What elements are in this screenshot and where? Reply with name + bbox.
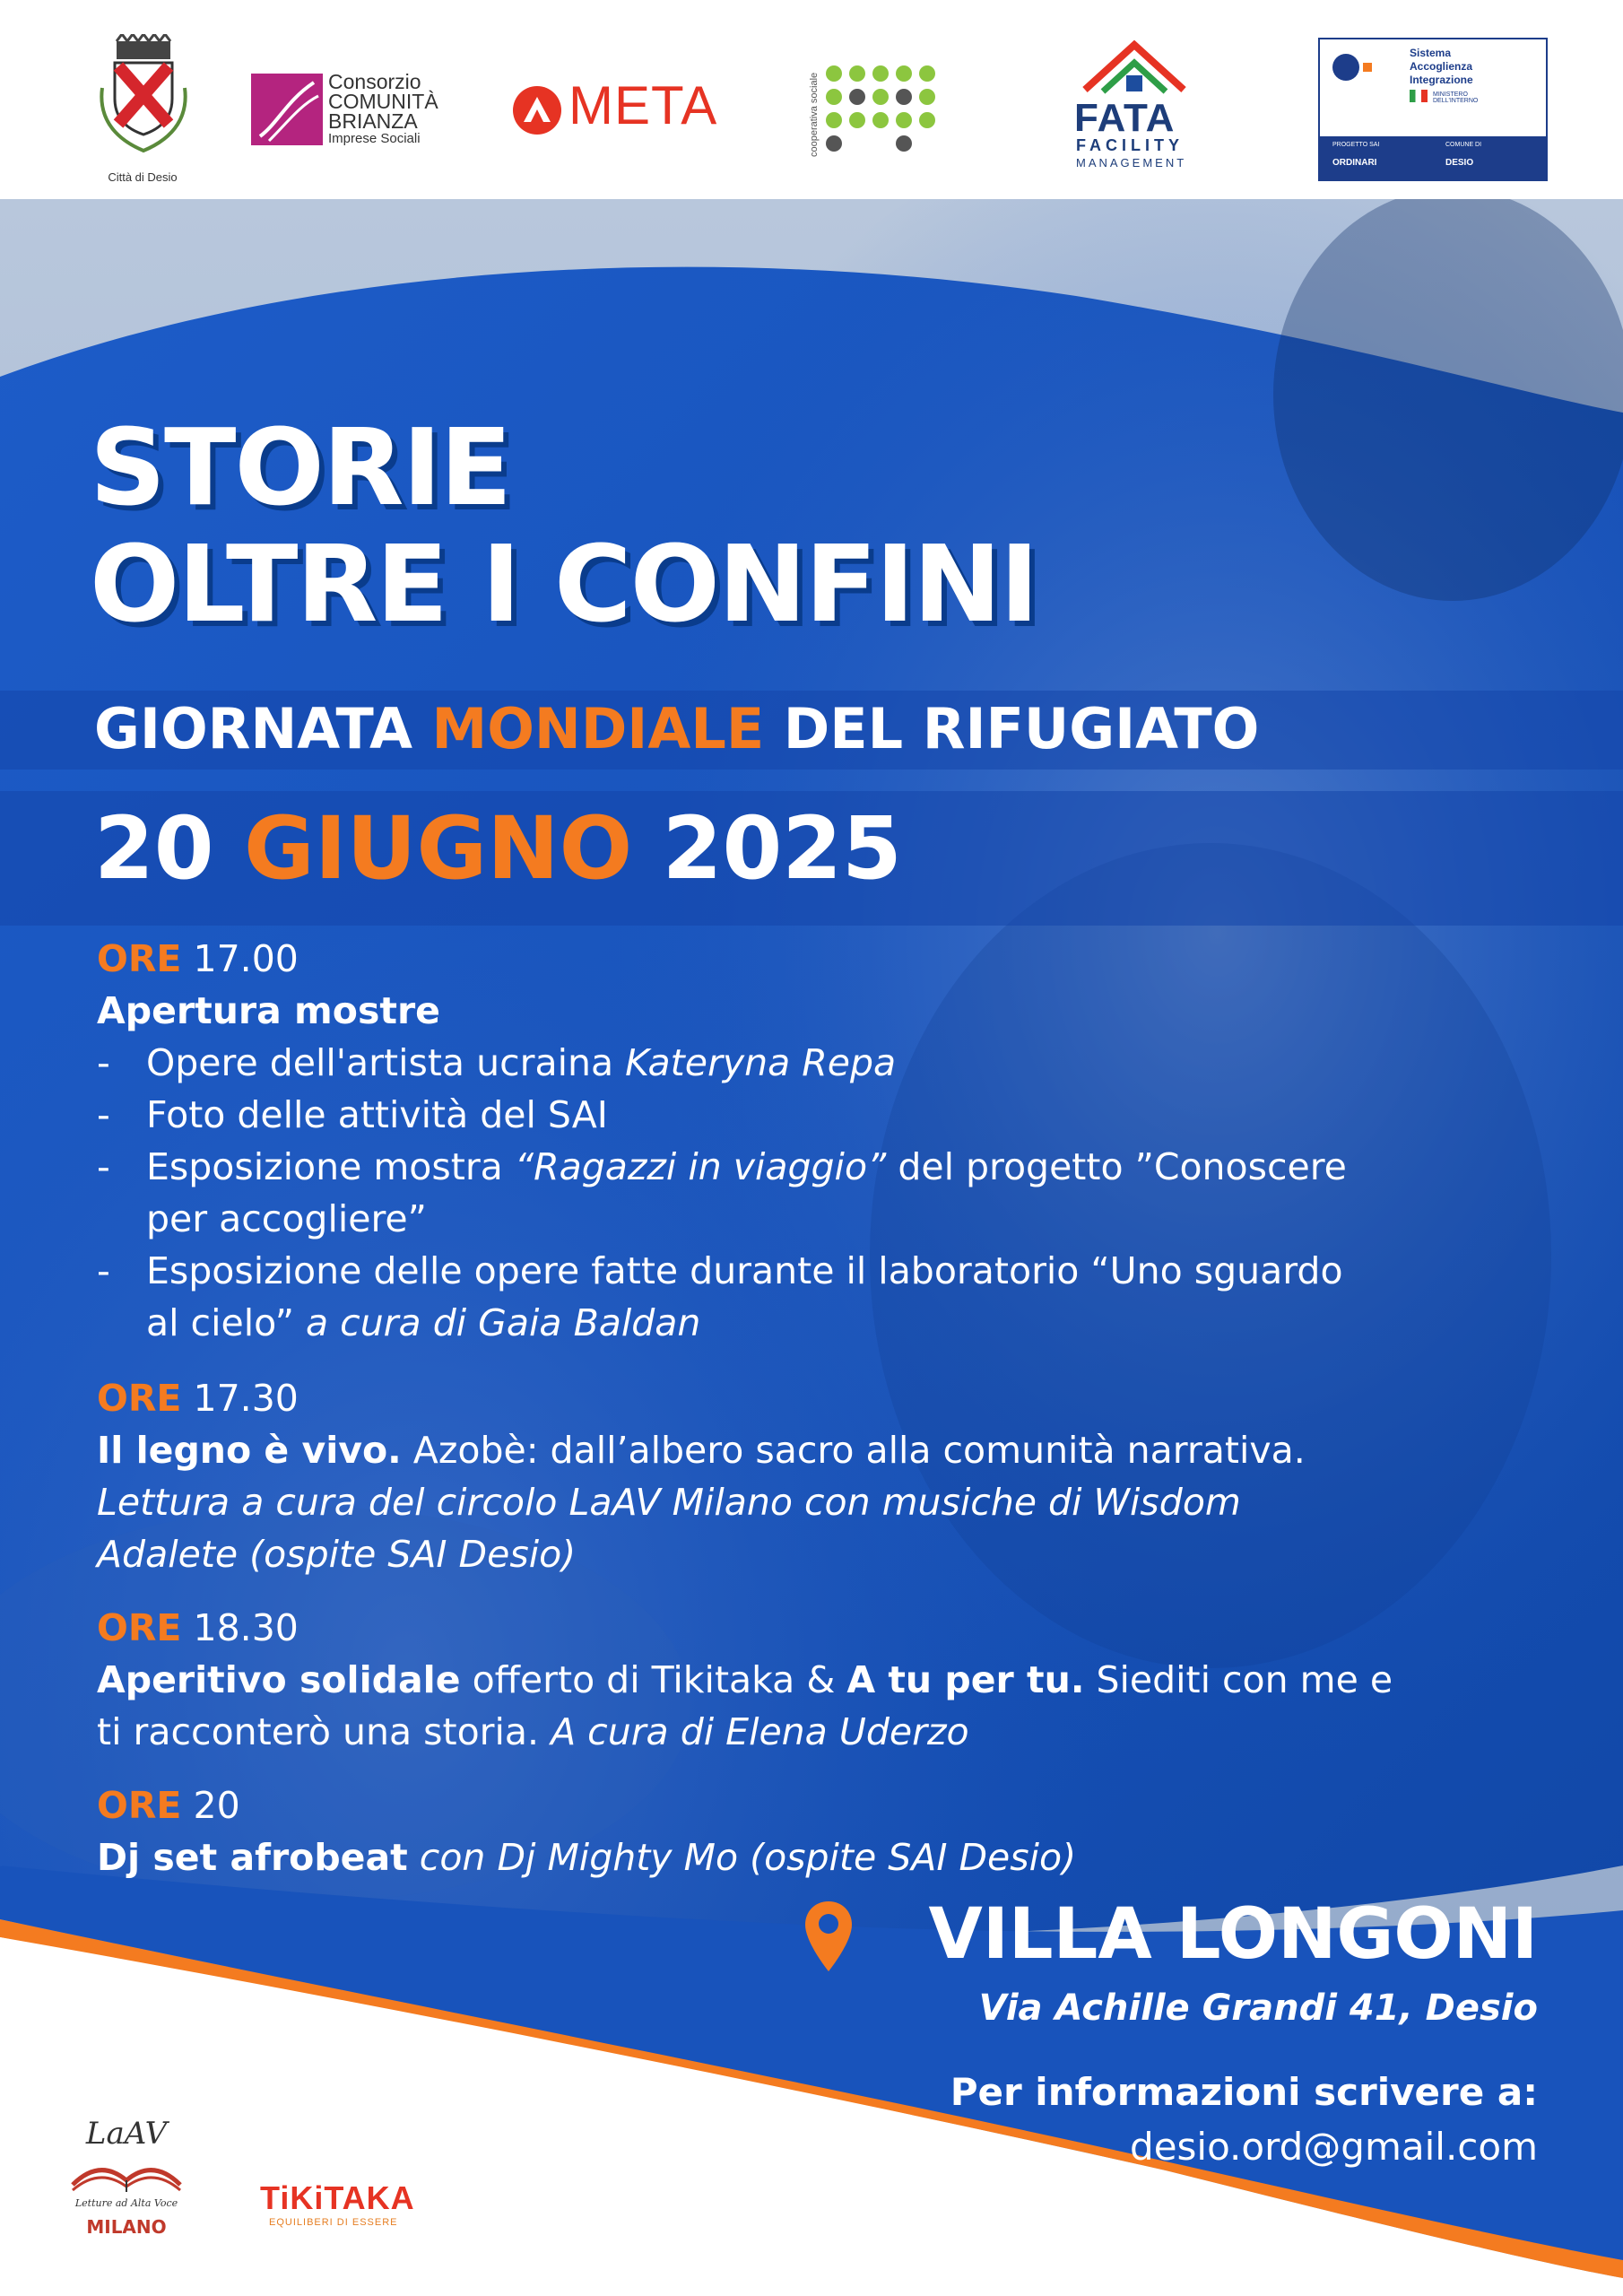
sai-title: Sistema Accoglienza Integrazione xyxy=(1410,47,1473,86)
consorzio-name: Consorzio COMUNITÀ BRIANZA Imprese Sociali xyxy=(328,70,438,146)
logo-strip xyxy=(0,0,1623,199)
program-block-1700 xyxy=(97,933,1567,1349)
time-1730: ORE 17.30 xyxy=(97,1377,299,1420)
venue xyxy=(928,1894,1538,2029)
desio-crest-icon xyxy=(90,34,197,169)
desio-caption: Città di Desio xyxy=(108,170,178,184)
laav-logo: LaAV Letture ad Alta Voce MILANO xyxy=(68,2118,185,2238)
program-block-1830: ORE 18.30 Aperitivo solidale offerto di Tikitaka & A tu per tu. Siediti con me e ti racconterò una storia. A cura di Elena Uderzo xyxy=(97,1602,1567,1758)
tikitaka-logo: TiKiTAKA xyxy=(260,2179,415,2216)
fata-name: FATA xyxy=(1074,96,1176,140)
title-line-1: STORIE xyxy=(90,405,511,529)
bullet-ragazzi: - Esposizione mostra “Ragazzi in viaggio” del progetto ”Conoscere per accogliere” xyxy=(97,1141,1567,1245)
location-pin-icon xyxy=(803,1900,854,1973)
fata-sub1: FACILITY xyxy=(1076,136,1184,154)
consorzio-logo-icon xyxy=(251,74,323,145)
tikitaka-subtitle: EQUILIBERI DI ESSERE xyxy=(269,2217,398,2228)
program-block-1730: ORE 17.30 Il legno è vivo. Azobè: dall’albero sacro alla comunità narrativa. Lettura a cura del circolo LaAV Milano con musiche di Wisdom Adalete (ospite SAI Desio) xyxy=(97,1372,1567,1580)
fata-house-icon xyxy=(1076,36,1193,99)
bullet-uno-sguardo: - Esposizione delle opere fatte durante il laboratorio “Uno sguardo al cielo” a cura di Gaia Baldan xyxy=(97,1245,1567,1349)
venue-name: VILLA LONGONI xyxy=(928,1894,1538,1975)
pop-logo-icon xyxy=(821,61,947,160)
bullet-kateryna: - Opere dell'artista ucraina Kateryna Repa xyxy=(97,1037,1567,1089)
contact-label: Per informazioni scrivere a: xyxy=(950,2070,1538,2114)
subtitle: GIORNATA MONDIALE DEL RIFUGIATO xyxy=(94,696,1260,761)
italy-flag-icon xyxy=(1410,90,1428,102)
bullet-foto-sai: - Foto delle attività del SAI xyxy=(97,1089,1567,1141)
pop-caption: cooperativa sociale xyxy=(809,72,820,157)
time-1830: ORE 18.30 xyxy=(97,1606,299,1649)
sai-ministry: MINISTERO DELL'INTERNO xyxy=(1433,91,1479,104)
open-book-icon xyxy=(68,2149,185,2194)
event-date: 20 GIUGNO 2025 xyxy=(94,798,902,899)
sai-footer-band: PROGETTO SAI COMUNE DI ORDINARI DESIO xyxy=(1320,136,1546,179)
sai-circle-icon xyxy=(1332,54,1359,81)
sai-square-icon xyxy=(1363,63,1372,72)
time-1700: ORE 17.00 xyxy=(97,937,299,980)
fata-sub2: MANAGEMENT xyxy=(1076,156,1187,170)
sai-logo xyxy=(1318,38,1548,181)
program-block-20: ORE 20 Dj set afrobeat con Dj Mighty Mo (ospite SAI Desio) xyxy=(97,1779,1567,1883)
meta-logo-icon xyxy=(511,84,563,136)
venue-address: Via Achille Grandi 41, Desio xyxy=(978,1987,1538,2029)
meta-logo-text: META xyxy=(568,75,718,135)
heading-apertura-mostre: Apertura mostre xyxy=(97,989,440,1032)
contact-info xyxy=(950,2070,1538,2169)
title-line-2: OLTRE I CONFINI xyxy=(90,522,1037,646)
contact-email[interactable]: desio.ord@gmail.com xyxy=(1130,2125,1538,2169)
time-20: ORE 20 xyxy=(97,1784,240,1827)
